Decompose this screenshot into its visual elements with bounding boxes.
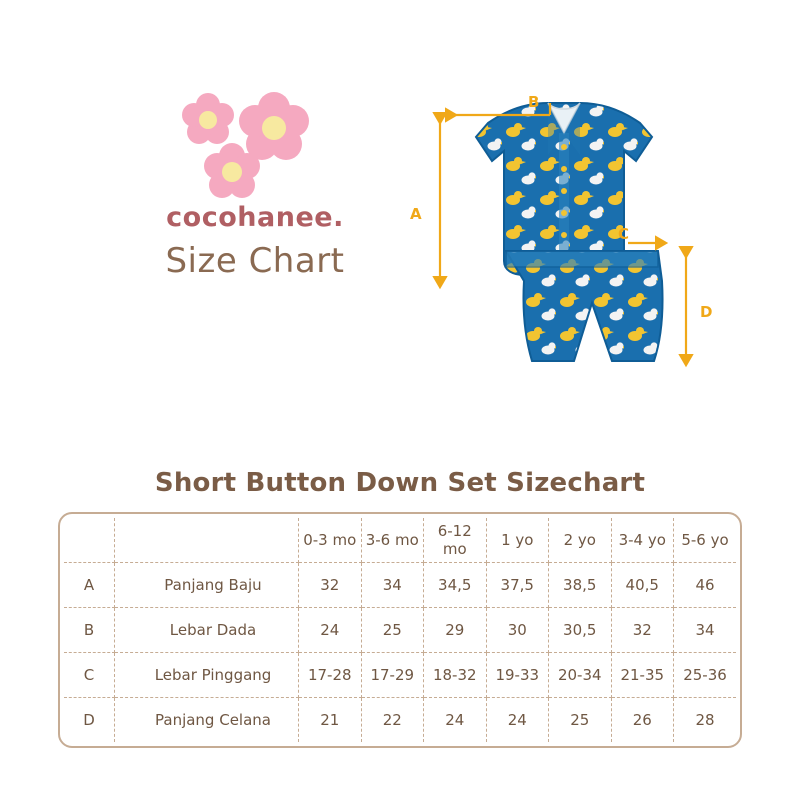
row-label-c: Lebar Pinggang [115,653,299,698]
cell-c-5: 21-35 [611,653,674,698]
cell-d-4: 25 [549,698,612,743]
cell-c-6: 25-36 [674,653,737,698]
cell-d-5: 26 [611,698,674,743]
cell-b-3: 30 [486,608,549,653]
page-title: Size Chart [165,241,345,281]
brand-block [130,90,380,281]
cell-b-0: 24 [299,608,362,653]
row-code-d: D [64,698,115,743]
column-header-3: 1 yo [486,518,549,563]
table-header-row [64,518,736,563]
cell-d-2: 24 [424,698,487,743]
cell-a-4: 38,5 [549,563,612,608]
table-row [64,653,736,698]
cell-b-5: 32 [611,608,674,653]
cell-d-1: 22 [361,698,424,743]
column-header-1: 3-6 mo [361,518,424,563]
table-row [64,563,736,608]
brand-name: cocohanee. [166,202,344,233]
cell-c-4: 20-34 [549,653,612,698]
measure-label-a: A [410,205,422,223]
cell-a-0: 32 [299,563,362,608]
shorts-graphic [506,251,663,361]
product-illustration [400,85,730,405]
column-header-2: 6-12 mo [424,518,487,563]
cell-b-2: 29 [424,608,487,653]
table-corner-code [64,518,115,563]
cell-c-3: 19-33 [486,653,549,698]
measure-label-b: B [528,93,540,111]
cell-b-4: 30,5 [549,608,612,653]
cell-a-2: 34,5 [424,563,487,608]
column-header-6: 5-6 yo [674,518,737,563]
cell-a-5: 40,5 [611,563,674,608]
row-label-d: Panjang Celana [115,698,299,743]
cell-a-3: 37,5 [486,563,549,608]
flowers-decoration [130,90,380,200]
measure-label-d: D [700,303,713,321]
cell-c-2: 18-32 [424,653,487,698]
column-header-4: 2 yo [549,518,612,563]
cell-d-3: 24 [486,698,549,743]
cell-d-6: 28 [674,698,737,743]
row-label-a: Panjang Baju [115,563,299,608]
row-code-b: B [64,608,115,653]
row-label-b: Lebar Dada [115,608,299,653]
sizechart-table-container [58,512,742,748]
measure-label-c: C [618,225,630,243]
cell-a-6: 46 [674,563,737,608]
table-row [64,608,736,653]
column-header-0: 0-3 mo [299,518,362,563]
pajama-set-illustration-icon [400,85,730,405]
sizechart-table [64,518,736,742]
cell-d-0: 21 [299,698,362,743]
cell-a-1: 34 [361,563,424,608]
table-row [64,698,736,743]
row-code-c: C [64,653,115,698]
flowers-icon [170,90,340,200]
shirt-graphic [476,103,652,275]
cell-c-1: 17-29 [361,653,424,698]
cell-c-0: 17-28 [299,653,362,698]
table-corner-name [115,518,299,563]
cell-b-6: 34 [674,608,737,653]
cell-b-1: 25 [361,608,424,653]
column-header-5: 3-4 yo [611,518,674,563]
row-code-a: A [64,563,115,608]
sizechart-title: Short Button Down Set Sizechart [154,468,646,498]
